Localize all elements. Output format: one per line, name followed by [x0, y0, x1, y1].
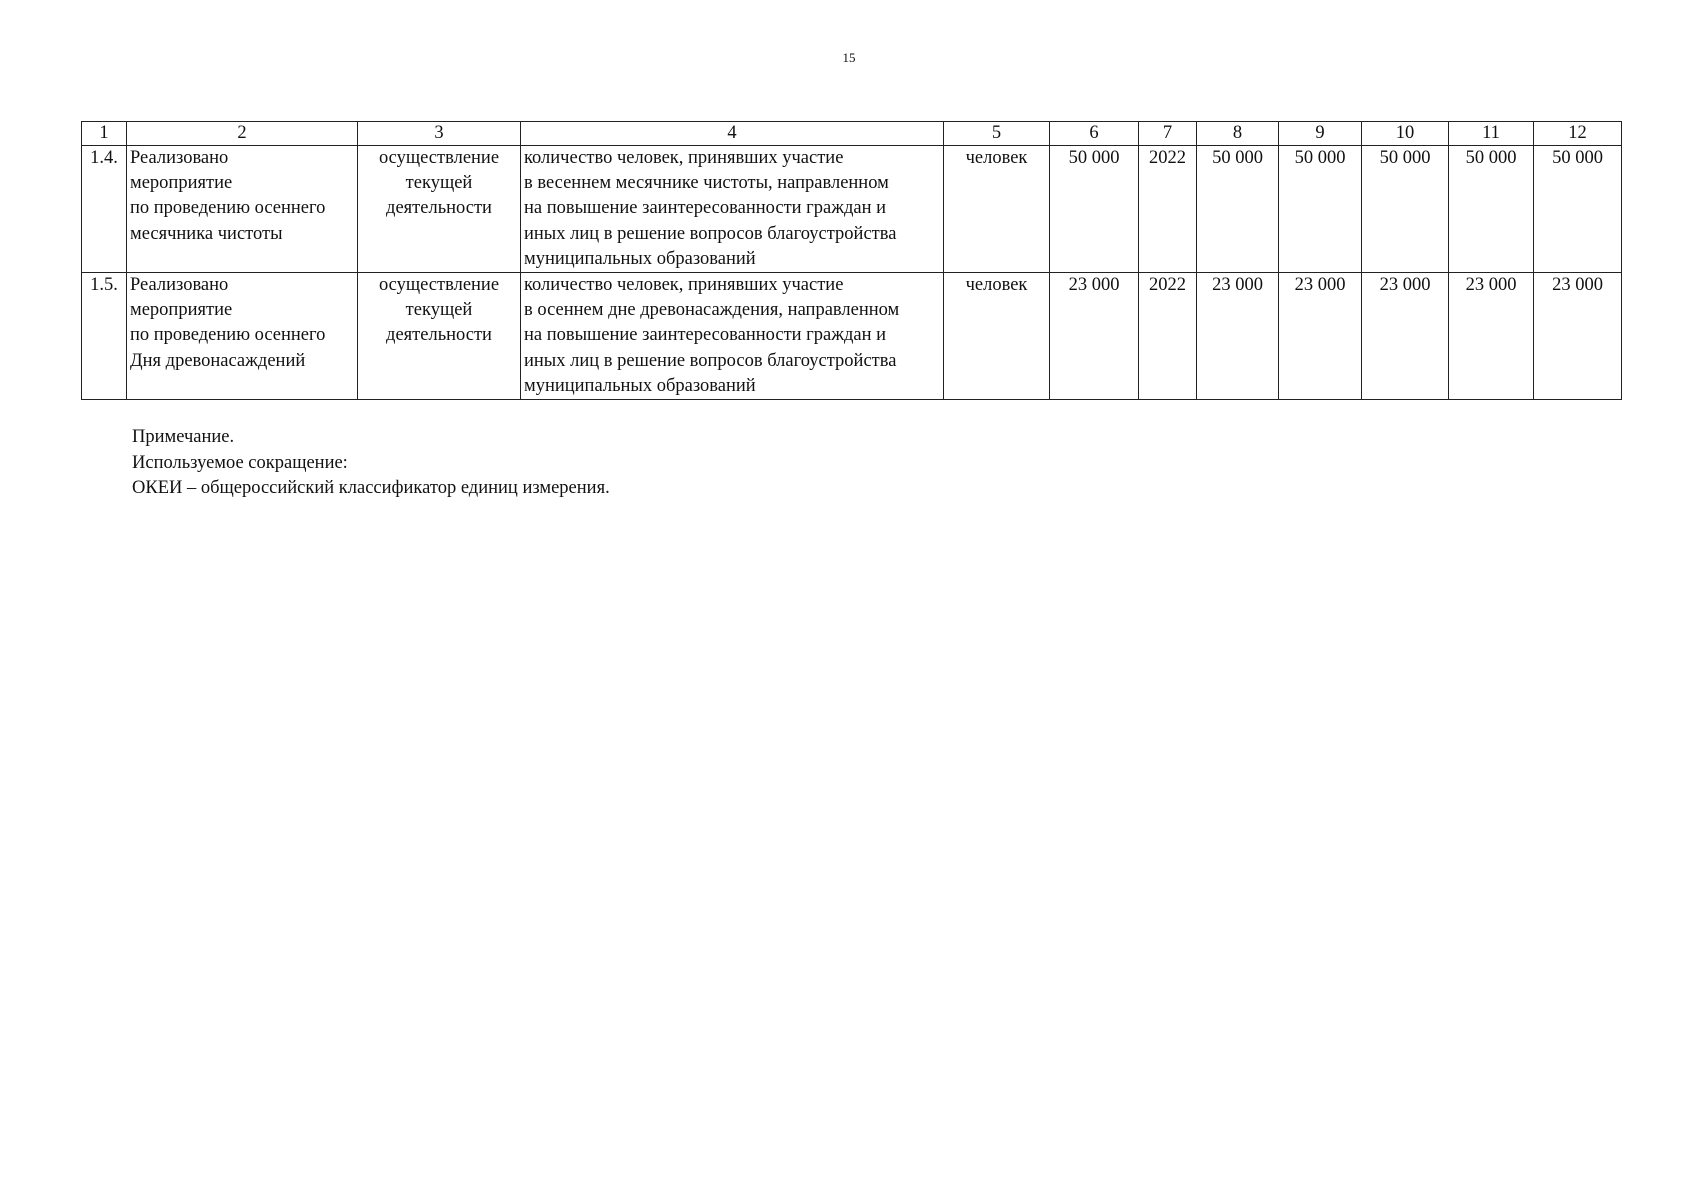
base-value-cell: 50 000 — [1050, 146, 1139, 273]
header-cell: 9 — [1279, 122, 1362, 146]
row-number: 1.5. — [82, 273, 127, 400]
value-cell: 50 000 — [1534, 146, 1622, 273]
indicator-line: на повышение заинтересованности граждан и — [524, 325, 887, 346]
indicator-cell — [521, 146, 944, 273]
unit-cell: человек — [944, 273, 1050, 400]
basis-line: деятельности — [386, 325, 492, 346]
value-cell: 50 000 — [1197, 146, 1279, 273]
measure-name-line: Реализовано — [130, 148, 229, 168]
note-text: ОКЕИ – общероссийский классификатор единиц измерения. — [132, 478, 610, 498]
table-header-row — [82, 122, 1622, 146]
page-number: 15 — [842, 50, 856, 65]
base-year-cell: 2022 — [1139, 146, 1197, 273]
value-cell: 50 000 — [1362, 146, 1449, 273]
measure-name-line: Дня древонасаждений — [130, 350, 306, 371]
header-cell: 12 — [1534, 122, 1622, 146]
basis-line: деятельности — [386, 198, 492, 219]
value-cell: 23 000 — [1362, 273, 1449, 400]
indicator-cell — [521, 273, 944, 400]
measure-name-line: Реализовано — [130, 275, 229, 296]
header-cell: 8 — [1197, 122, 1279, 146]
value-cell: 23 000 — [1534, 273, 1622, 400]
basis-line: текущей — [405, 173, 473, 194]
measure-name-line: по проведению осеннего — [130, 325, 326, 346]
measure-name-line: по проведению осеннего — [130, 198, 326, 219]
value-cell: 50 000 — [1449, 146, 1534, 273]
note-subtitle: Используемое сокращение: — [132, 452, 348, 473]
value-cell: 23 000 — [1279, 273, 1362, 400]
basis-line: осуществление — [378, 148, 500, 168]
note-block — [132, 425, 610, 502]
measure-name-cell — [127, 146, 358, 273]
header-cell: 2 — [127, 122, 358, 146]
header-cell: 10 — [1362, 122, 1449, 146]
basis-line: текущей — [405, 300, 473, 321]
value-cell: 23 000 — [1197, 273, 1279, 400]
value-cell: 23 000 — [1449, 273, 1534, 400]
indicator-line: в осеннем дне древонасаждения, направленном — [524, 300, 900, 321]
indicator-line: муниципальных образований — [524, 375, 756, 396]
indicator-line: на повышение заинтересованности граждан и — [524, 198, 887, 219]
indicator-line: количество человек, принявших участие — [524, 148, 844, 168]
indicator-line: в весеннем месячнике чистоты, направленном — [524, 173, 889, 194]
header-cell: 11 — [1449, 122, 1534, 146]
row-number: 1.4. — [82, 146, 127, 273]
measure-name-line: месячника чистоты — [130, 223, 283, 244]
header-cell: 4 — [521, 122, 944, 146]
unit-cell: человек — [944, 146, 1050, 273]
header-cell: 3 — [358, 122, 521, 146]
header-cell: 7 — [1139, 122, 1197, 146]
basis-cell — [358, 146, 521, 273]
indicator-line: иных лиц в решение вопросов благоустройства — [524, 350, 897, 371]
basis-line: осуществление — [378, 275, 500, 296]
measure-name-line: мероприятие — [130, 300, 233, 321]
measure-name-cell — [127, 273, 358, 400]
value-cell: 50 000 — [1279, 146, 1362, 273]
header-cell: 1 — [82, 122, 127, 146]
indicators-table — [81, 121, 1622, 400]
header-cell: 6 — [1050, 122, 1139, 146]
measure-name-line: мероприятие — [130, 173, 233, 194]
indicator-line: иных лиц в решение вопросов благоустройства — [524, 223, 897, 244]
base-year-cell: 2022 — [1139, 273, 1197, 400]
indicator-line: количество человек, принявших участие — [524, 275, 844, 296]
basis-cell — [358, 273, 521, 400]
indicator-line: муниципальных образований — [524, 248, 756, 269]
base-value-cell: 23 000 — [1050, 273, 1139, 400]
table-row — [82, 146, 1622, 273]
table-row — [82, 273, 1622, 400]
header-cell: 5 — [944, 122, 1050, 146]
note-title: Примечание. — [132, 427, 235, 447]
